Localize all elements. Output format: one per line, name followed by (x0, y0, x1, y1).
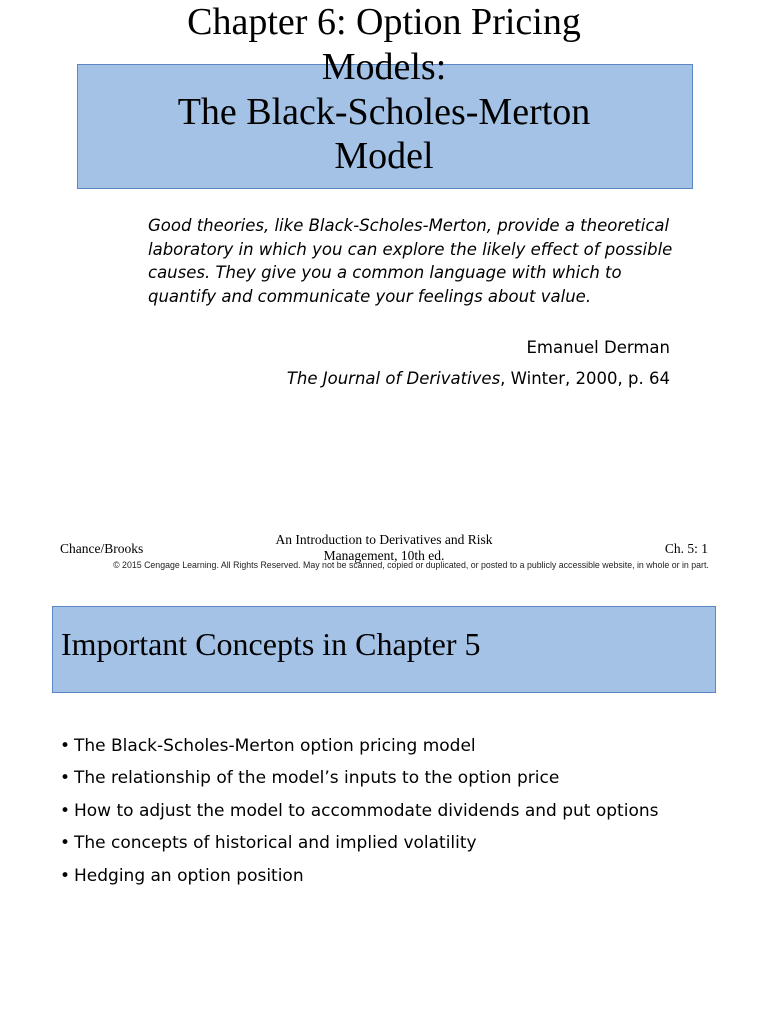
footer-page-number: Ch. 5: 1 (664, 541, 708, 556)
source-details: , Winter, 2000, p. 64 (500, 369, 670, 388)
footer-book-title: An Introduction to Derivatives and Risk Management, 10th ed. (275, 532, 493, 563)
bullet-icon: • (60, 800, 71, 821)
bullet-icon: • (60, 736, 71, 756)
concepts-list (60, 730, 658, 892)
bullet-icon: • (60, 865, 71, 886)
bullet-icon: • (60, 833, 71, 854)
list-item-text: The relationship of the model’s inputs to the option price (74, 768, 560, 789)
list-item-text: The Black-Scholes-Merton option pricing model (74, 736, 476, 756)
list-item (60, 730, 658, 762)
title-line: Chapter 6: Option Pricing (187, 1, 581, 43)
list-item-text: Hedging an option position (74, 865, 304, 886)
quote-author: Emanuel Derman (526, 338, 670, 357)
list-item-text: The concepts of historical and implied volatility (74, 833, 477, 854)
epigraph-quote: Good theories, like Black-Scholes-Merton, provide a theoretical laboratory in which you can explore the likely effect of possible causes. They give you a common language with which to quantify and communicate your feelings about value. (148, 216, 673, 306)
list-item (60, 795, 658, 827)
slide-title: Important Concepts in Chapter 5 (61, 626, 481, 662)
title-line: The Black-Scholes-Merton (177, 90, 591, 133)
slide-2 (0, 596, 768, 1024)
source-journal: The Journal of Derivatives (286, 369, 501, 388)
list-item (60, 860, 658, 892)
bullet-icon: • (60, 768, 71, 789)
list-item-text: How to adjust the model to accommodate dividends and put options (74, 800, 659, 821)
list-item (60, 827, 658, 859)
quote-source (287, 369, 670, 388)
slide-title (70, 0, 698, 179)
title-line: Model (334, 135, 434, 178)
copyright-notice: © 2015 Cengage Learning. All Rights Reserved. May not be scanned, copied or duplicated, or posted to a publicly accessible website, in whole or in part. (113, 560, 709, 570)
list-item (60, 762, 658, 794)
title-line: Models: (321, 45, 447, 88)
footer-authors: Chance/Brooks (60, 541, 144, 556)
